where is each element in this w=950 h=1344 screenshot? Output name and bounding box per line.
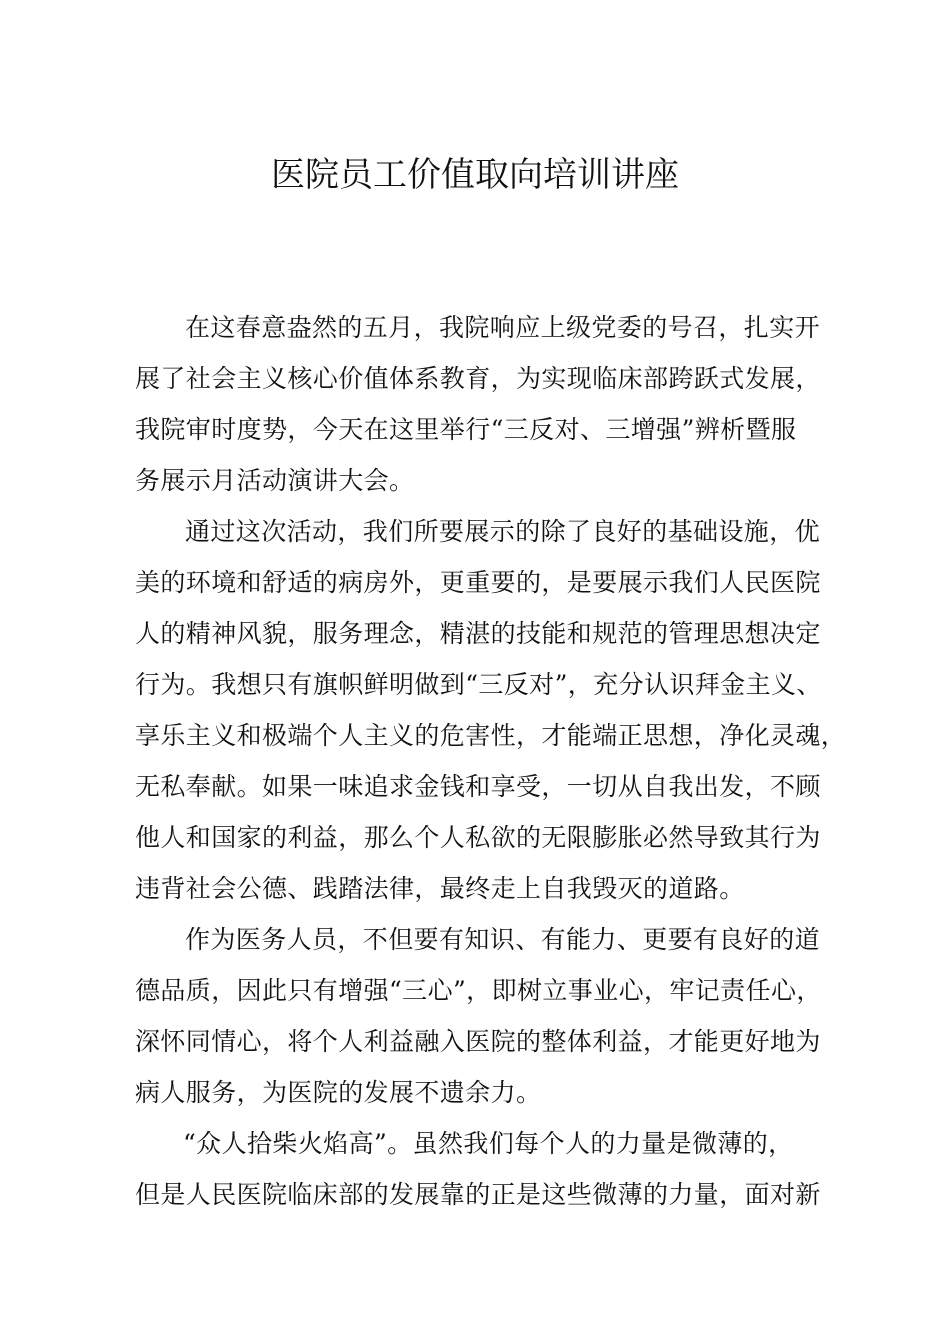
body-line: 但是人民医院临床部的发展靠的正是这些微薄的力量，面对新 <box>135 1180 821 1209</box>
body-line: 作为医务人员，不但要有知识、有能力、更要有良好的道 <box>185 925 821 954</box>
body-line: 德品质，因此只有增强“三心”，即树立事业心，牢记责任心， <box>135 976 822 1005</box>
body-line: 美的环境和舒适的病房外，更重要的，是要展示我们人民医院 <box>135 568 821 597</box>
body-line: 行为。我想只有旗帜鲜明做到“三反对”，充分认识拜金主义、 <box>135 670 822 699</box>
body-line: 通过这次活动，我们所要展示的除了良好的基础设施，优 <box>185 517 821 546</box>
body-line: 他人和国家的利益，那么个人私欲的无限膨胀必然导致其行为 <box>135 823 821 852</box>
body-line: 无私奉献。如果一味追求金钱和享受，一切从自我出发，不顾 <box>135 772 821 801</box>
body-line: 享乐主义和极端个人主义的危害性，才能端正思想，净化灵魂， <box>135 721 847 750</box>
body-line: 在这春意盎然的五月，我院响应上级党委的号召，扎实开 <box>185 313 821 342</box>
document-title: 医院员工价值取向培训讲座 <box>271 155 679 195</box>
body-line: 人的精神风貌，服务理念，精湛的技能和规范的管理思想决定 <box>135 619 821 648</box>
body-line: 违背社会公德、践踏法律，最终走上自我毁灭的道路。 <box>135 874 745 903</box>
body-line: “众人拾柴火焰高”。虽然我们每个人的力量是微薄的， <box>183 1129 794 1158</box>
body-line: 深怀同情心，将个人利益融入医院的整体利益，才能更好地为 <box>135 1027 821 1056</box>
body-line: 展了社会主义核心价值体系教育，为实现临床部跨跃式发展， <box>135 364 821 393</box>
body-line: 我院审时度势，今天在这里举行“三反对、三增强”辨析暨服 <box>135 415 797 444</box>
body-line: 病人服务，为医院的发展不遗余力。 <box>135 1078 542 1107</box>
document-body <box>135 302 847 1220</box>
body-line: 务展示月活动演讲大会。 <box>135 466 415 495</box>
